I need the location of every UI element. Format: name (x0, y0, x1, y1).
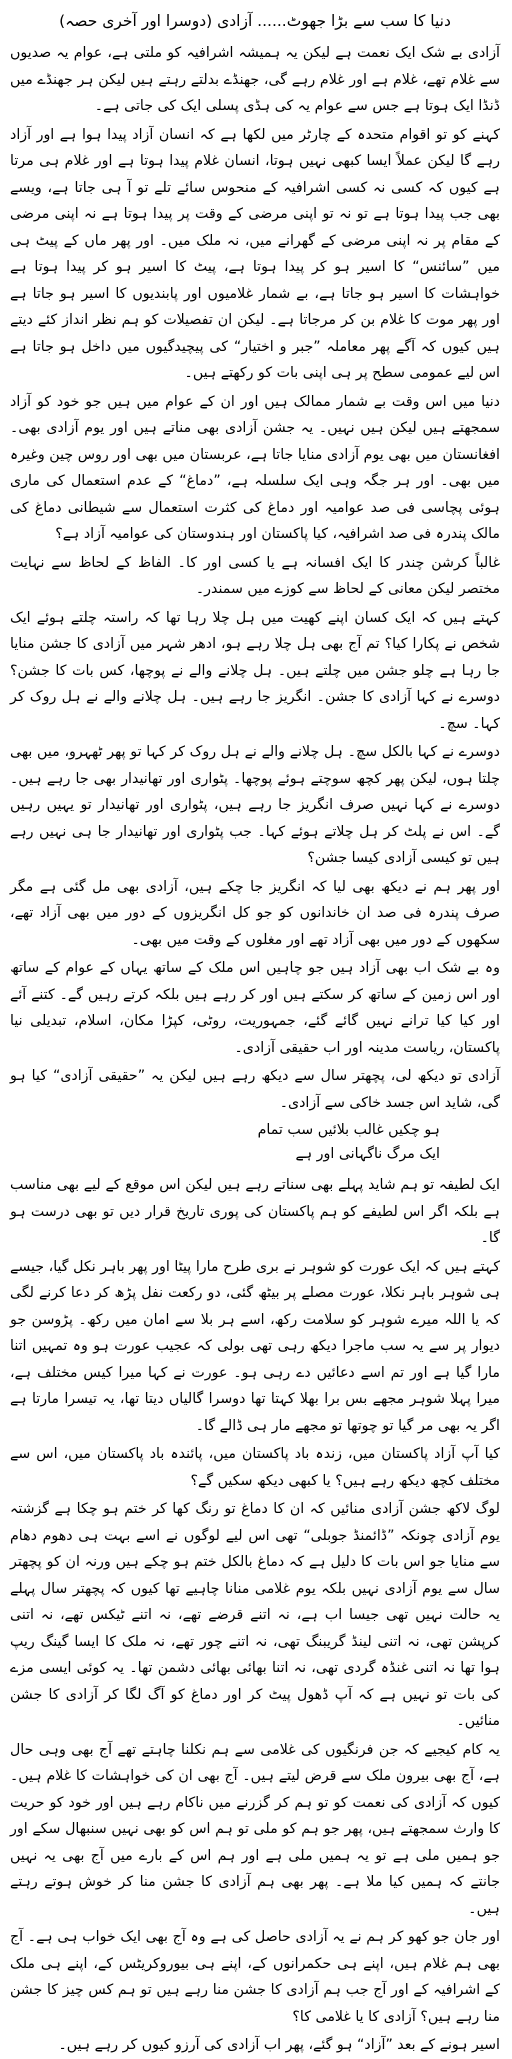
paragraph: دنیا میں اس وقت بے شمار ممالک ہیں اور ان کے عوام میں ہیں جو خود کو آزاد سمجھتے ہیں لیکن ہیں نہیں۔ یہ جشن آزادی بھی مناتے ہیں اور یوم آزادی بھی۔ افغانستان میں بھی یوم آزادی منایا جاتا ہے، عربستان میں بھی اور روس چین وغیرہ میں بھی۔ اور ہر جگہ وہی ایک سلسلہ ہے، ”دماغ“ کے عدم استعمال کی ماری ہوئی پچاسی فی صد عوامیہ اور دماغ کی کثرت استعمال سے شیطانی دماغ کی مالک پندرہ فی صد اشرافیہ، کیا پاکستان اور ہندوستان کی عوامیہ آزاد ہے؟ (10, 393, 500, 542)
paragraph: لوگ لاکھ جشن آزادی منائیں کہ ان کا دماغ تو رنگ کھا کر ختم ہو چکا ہے گزشتہ یوم آزادی چونکہ ”ڈائمنڈ جوبلی“ تھی اس لیے لوگوں نے اسے بہت ہی دھوم دھام سے منایا جو اس بات کا دلیل ہے کہ دماغ بالکل ختم ہو چکے ہیں ورنہ ان کو پچھتر سال سے یوم آزادی نہیں بلکہ یوم غلامی منانا چاہیے تھا کیوں کہ پچھتر سال پہلے یہ حالت نہیں تھی جیسا اب ہے، نہ اتنے قرضے تھے، نہ اتنے ٹیکس تھے، نہ اتنی کرپشن تھی، نہ اتنی لینڈ گریبنگ تھی، نہ اتنے چور تھے، نہ ملک کا ایسا گینگ ریپ ہوا تھا نہ اتنی غنڈہ گردی تھی، نہ اتنا بھائی بھائی دشمن تھا۔ یہ کوئی ایسی مزے کی بات تو نہیں ہے کہ آپ ڈھول پیٹ کر اور دماغ کو آگ لگا کر آزادی کا جشن منائیں۔ (10, 1501, 500, 1729)
paragraph: وہ بے شک اب بھی آزاد ہیں جو چاہیں اس ملک کے ساتھ یہاں کے عوام کے ساتھ اور اس زمین کے ساتھ کر سکتے ہیں اور کر رہے ہیں بلکہ کرتے رہیں گے۔ کتنے آئے اور کیا کیا ترانے نہیں گائے گئے، جمہوریت، روٹی، کپڑا مکان، اسلام، تبدیلی نیا پاکستان، ریاست مدینہ اور اب حقیقی آزادی۔ (10, 960, 500, 1056)
paragraph: کہنے کو تو اقوام متحدہ کے چارٹر میں لکھا ہے کہ انسان آزاد پیدا ہوا ہے اور آزاد رہے گا لیکن عملاً ایسا کبھی نہیں ہوتا، انسان غلام پیدا ہوتا ہے اور غلام ہی مرتا ہے کیوں کہ کسی نہ کسی اشرافیہ کے منحوس سائے تلے تو آ ہی جاتا ہے، ویسے بھی جب پیدا ہوتا ہے تو نہ تو اپنی مرضی کے وقت پر پیدا ہوتا ہے نہ اپنی مرضی کے مقام پر نہ اپنی مرضی کے گھرانے میں، نہ ملک میں۔ اور پھر ماں کے پیٹ ہی میں ”سائنس“ کا اسیر ہو کر پیدا ہوتا ہے، پیٹ کا اسیر ہو کر پیدا ہوتا ہے خواہشات کا اسیر ہو جاتا ہے، بے شمار غلامیوں اور پابندیوں کا اسیر ہو جاتا ہے اور پھر موت کا غلام بن کر مرجاتا ہے۔ لیکن ان تفصیلات کو ہم نظر انداز کئے دیتے ہیں کیوں کہ آگے پھر معاملہ ”جبر و اختیار“ کی پیچیدگیوں میں داخل ہو جاتا ہے اس لیے عمومی سطح پر ہی اپنی بات کو رکھتے ہیں۔ (10, 126, 500, 381)
paragraph: آزادی بے شک ایک نعمت ہے لیکن یہ ہمیشہ اشرافیہ کو ملتی ہے، عوام یہ صدیوں سے غلام تھے، غلام ہے اور غلام رہے گی، جھنڈے بدلتے رہتے ہیں لیکن ہر جھنڈے میں ڈنڈا ایک ہوتا ہے جس سے عوام یہ کی ہڈی پسلی ایک کی جاتی ہے۔ (10, 45, 500, 114)
paragraph: غالباً کرشن چندر کا ایک افسانہ ہے یا کسی اور کا۔ الفاظ کے لحاظ سے نہایت مختصر لیکن معانی کے لحاظ سے کوزے میں سمندر۔ (10, 554, 500, 597)
paragraph: کہتے ہیں کہ ایک کسان اپنے کھیت میں ہل چلا رہا تھا کہ راستہ چلتے ہوئے ایک شخص نے پکارا کیا؟ تم آج بھی ہل چلا رہے ہو، ادھر شہر میں آزادی کا جشن منایا جا رہا ہے چلو جشن میں چلتے ہیں۔ ہل چلانے والے نے پوچھا، کس بات کا جشن؟ دوسرے نے کہا آزادی کا جشن۔ انگریز جا رہے ہیں۔ ہل چلانے والے نے ہل روک کر کہا۔ سچ۔ (10, 609, 500, 732)
paragraph: ایک لطیفہ تو ہم شاید پہلے بھی سناتے رہے ہیں لیکن اس موقع کے لیے بھی مناسب ہے بلکہ اگر اس لطیفے کو ہم پاکستان کی پوری تاریخ قرار دیں تو بھی درست ہو گا۔ (10, 1177, 500, 1246)
paragraph: اور پھر ہم نے دیکھ بھی لیا کہ انگریز جا چکے ہیں، آزادی بھی مل گئی ہے مگر صرف پندرہ فی صد ان خاندانوں کو جو کل انگریزوں کے دور میں بھی آزاد تھے، سکھوں کے دور میں بھی آزاد تھے اور مغلوں کے وقت میں بھی۔ (10, 878, 500, 948)
verse-line: ایک مرگ ناگہانی اور ہے (295, 1146, 440, 1162)
paragraph: کیا آپ آزاد پاکستان میں، زندہ باد پاکستان میں، پائندہ باد پاکستان میں، اس سے مختلف کچھ دیکھ رہے ہیں؟ یا کبھی دیکھ سکیں گے؟ (10, 1446, 500, 1489)
paragraph: یہ کام کیجیے کہ جن فرنگیوں کی غلامی سے ہم نکلنا چاہتے تھے آج بھی وہی حال ہے، آج بھی بیرون ملک سے قرض لیتے ہیں۔ آج بھی ان کی خواہشات کا غلام ہیں۔ کیوں کہ آزادی کی نعمت کو تو ہم کر گزرنے میں ناکام رہے ہیں اور خود کو حریت کا وارث سمجھتے ہیں، پھر جو ہم کو ملی تو ہم اس کو بھی نہیں سنبھال سکے اور جو ہمیں ملی ہے تو یہ ہمیں ملی ہے اور ہم اس کے بارے میں آج بھی یہ نہیں جانتے کہ ہمیں کیا ملا ہے۔ پھر بھی ہم آزادی کا جشن منا کر خوش ہوتے رہتے ہیں۔ (10, 1741, 500, 1917)
poetry-verse (10, 1118, 500, 1166)
paragraph: اسیر ہونے کے بعد ”آزاد“ ہو گئے، پھر اب آزادی کی آرزو کیوں کر رہے ہیں۔ (58, 2037, 500, 2053)
paragraph: آزادی تو دیکھ لی، پچھتر سال سے دیکھ رہے ہیں لیکن یہ ”حقیقی آزادی“ کیا ہو گی، شاید اس جسد خاکی سے آزادی۔ (10, 1068, 500, 1111)
paragraph: اور جان جو کھو کر ہم نے یہ آزادی حاصل کی ہے وہ آج بھی ایک خواب ہی ہے۔ آج بھی ہم غلام ہیں، اپنے ہی حکمرانوں کے، اپنے ہی بیوروکریٹس کے، اپنے ہی ملک کے اشرافیہ کے اور آج جب ہم آزادی کا جشن منا رہے ہیں تو ہم کس چیز کا جشن منا رہے ہیں؟ آزادی کا یا غلامی کا؟ (10, 1929, 500, 2025)
paragraph: کہتے ہیں کہ ایک عورت کو شوہر نے بری طرح مارا پیٹا اور پھر باہر نکل گیا، جیسے ہی شوہر باہر نکلا، عورت مصلے پر بیٹھ گئی، دو رکعت نفل پڑھ کر دعا کرنے لگی کہ یا اللہ میرے شوہر کو سلامت رکھ، اسے ہر بلا سے امان میں رکھ۔ پڑوسن جو دیوار پر سے یہ سب ماجرا دیکھ رہی تھی بولی کہ عجیب عورت ہو وہ تمہیں اتنا مارا گیا ہے اور تم اسے دعائیں دے رہی ہو۔ عورت نے کہا میرا کیس مختلف ہے، میرا پہلا شوہر مجھے بس برا بھلا کہتا تھا دوسرا گالیاں دیتا تھا، یہ تیسرا مارتا ہے اگر یہ بھی مر گیا تو چوتھا تو مجھے مار ہی ڈالے گا۔ (10, 1258, 500, 1434)
paragraph: دوسرے نے کہا بالکل سچ۔ ہل چلانے والے نے ہل روک کر کہا تو پھر ٹھہرو، میں بھی چلتا ہوں، لیکن پھر کچھ سوچتے ہوئے پوچھا۔ پٹواری اور تھانیدار بھی جا رہے ہیں۔ دوسرے نے کہا نہیں صرف انگریز جا رہے ہیں، پٹواری اور تھانیدار تو یہیں رہیں گے۔ اس نے پلٹ کر ہل چلاتے ہوئے کہا۔ جب پٹواری اور تھانیدار جا ہی نہیں رہے ہیں تو کیسی آزادی کیسا جشن؟ (10, 744, 500, 866)
verse-line: ہو چکیں غالب بلائیں سب تمام (257, 1122, 440, 1138)
article-title: دنیا کا سب سے بڑا جھوٹ...... آزادی (دوسرا اور آخری حصہ) (59, 12, 451, 30)
